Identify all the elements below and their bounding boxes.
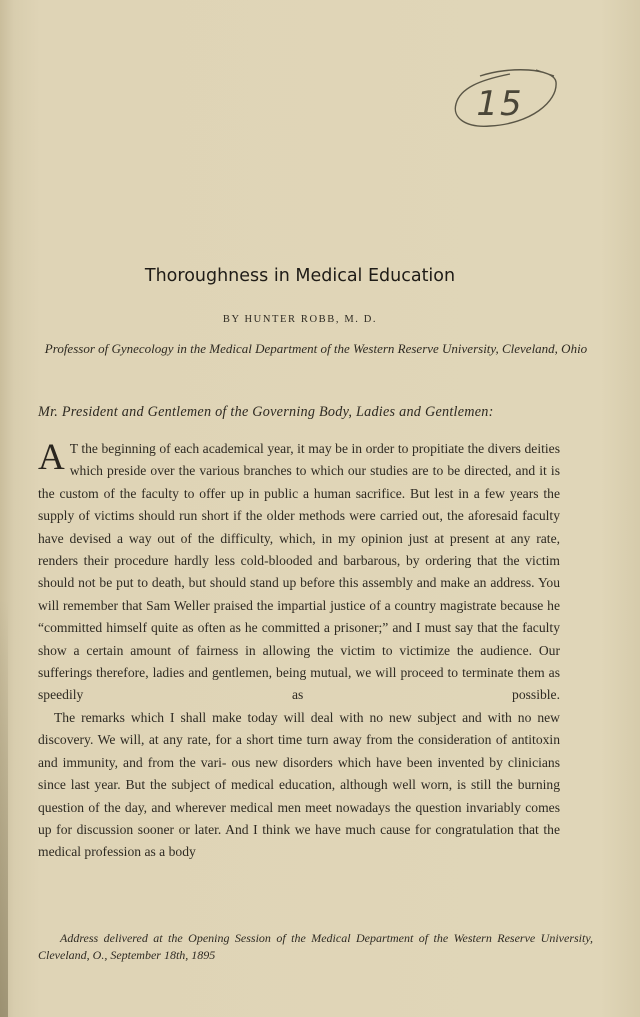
author-byline: BY HUNTER ROBB, M. D. [222,314,378,325]
drop-cap: A [38,437,65,478]
handwritten-page-number: 15 [476,84,524,124]
binding-shadow [0,600,8,1017]
page-title: Thoroughness in Medical Education [144,266,456,286]
paragraph-2: The remarks which I shall make today will deal with no new subject and with no new discovery. We will, at any rate, for a short time turn away from the consideration of antitoxin and immunity, and from the vari- ous new disorders which have been invented by clinicians since last year. But the subject of medical education, although well worn, is still the burning question of the day, and wherever medical men meet nowadays the question invariably comes up for discussion sooner or later. And I think we have much cause for congratulation that the medical profession as a body [38,709,560,860]
body-text [38,438,560,864]
author-affiliation: Professor of Gynecology in the Medical Department of the Western Reserve University, Cleveland, Ohio [44,341,588,356]
salutation: Mr. President and Gentlemen of the Governing Body, Ladies and Gentlemen: [38,404,494,420]
footnote: Address delivered at the Opening Session of the Medical Department of the Western Reserve University, Cleveland, O., September 18th, 1895 [38,931,593,962]
paragraph-1-text: T the beginning of each academical year, it may be in order to propitiate the divers deities which preside over the various branches to which our studies are to be directed, and it is the custom of the faculty to offer up in public a human sacrifice. But lest in a few years the supply of victims should run short if the older methods were carried out, the aforesaid faculty have devised a way out of the difficulty, which, in my opinion just at present at any rate, renders their procedure hardly less cold-blooded and barbarous, by ordering that the victim should not be put to death, but should stand up before this assembly and make an address. You will remember that Sam Weller praised the impartial justice of a country magistrate because he “committed himself quite as often as he committed a prisoner;” and I must say that the faculty show a certain amount of fairness in allowing the victim to victimize the audience. Our sufferings therefore, ladies and gentlemen, being mutual, we will proceed to terminate them as speedily as possible. [38,441,560,703]
paragraph-1 [38,438,560,707]
